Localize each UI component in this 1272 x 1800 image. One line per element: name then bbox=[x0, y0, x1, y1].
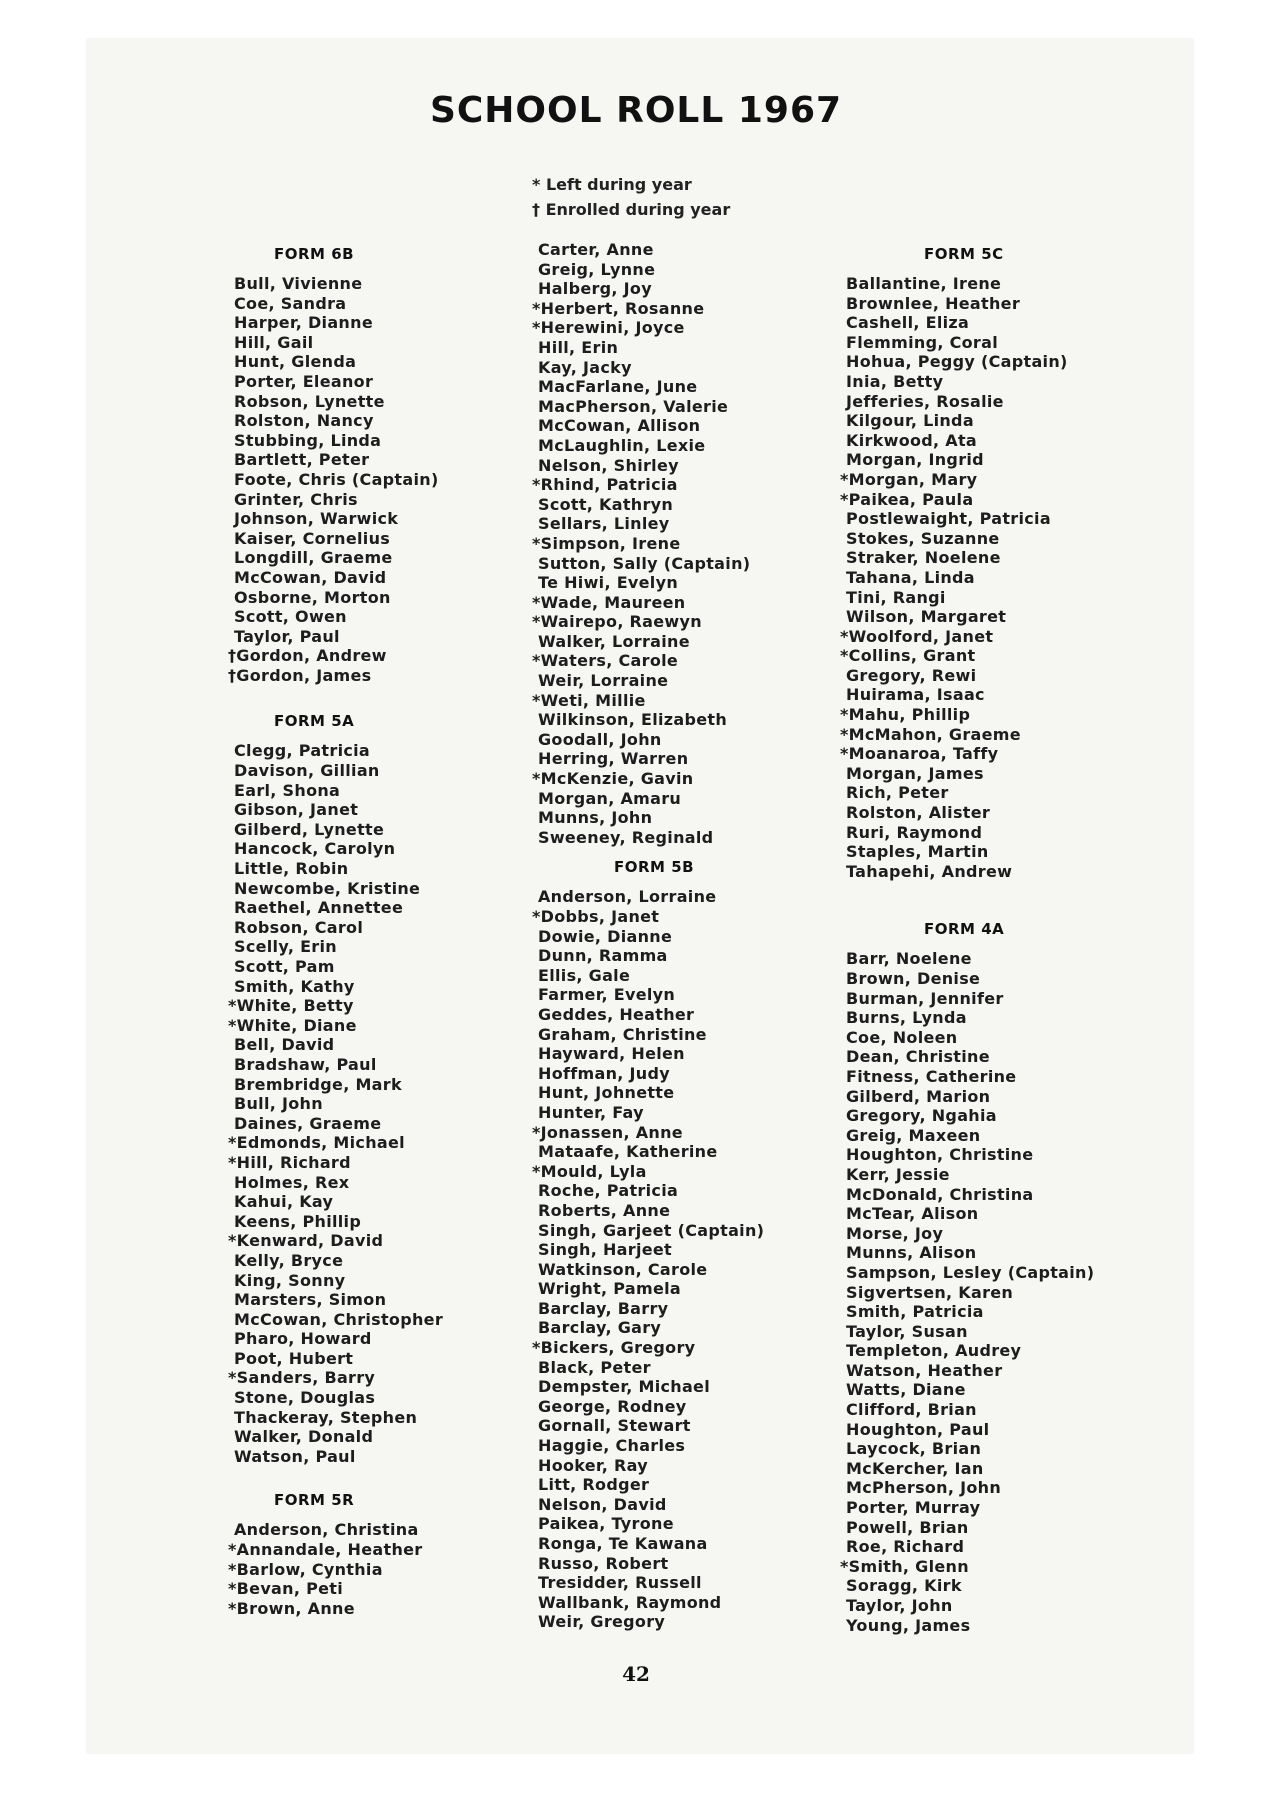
student-name: Mataafe, Katherine bbox=[538, 1142, 718, 1162]
student-name: *Edmonds, Michael bbox=[228, 1133, 405, 1153]
student-name: Hill, Gail bbox=[234, 332, 314, 352]
student-name: *Barlow, Cynthia bbox=[228, 1559, 383, 1579]
student-name: Barclay, Gary bbox=[538, 1318, 662, 1338]
student-name: Huirama, Isaac bbox=[846, 685, 985, 705]
student-name: Gibson, Janet bbox=[234, 800, 359, 820]
student-name: *Wairepo, Raewyn bbox=[532, 612, 702, 632]
student-name: Wilson, Margaret bbox=[846, 607, 1007, 627]
student-name: *Sanders, Barry bbox=[228, 1368, 376, 1388]
student-name: *Jonassen, Anne bbox=[532, 1122, 683, 1142]
student-name: Dunn, Ramma bbox=[538, 946, 668, 966]
student-name: Kilgour, Linda bbox=[846, 411, 974, 431]
student-name: Tahana, Linda bbox=[846, 567, 975, 587]
student-name: Brembridge, Mark bbox=[234, 1074, 402, 1094]
student-name: Dean, Christine bbox=[846, 1047, 990, 1067]
student-name: *Wade, Maureen bbox=[532, 592, 686, 612]
legend bbox=[532, 172, 730, 222]
student-name: Wallbank, Raymond bbox=[538, 1592, 722, 1612]
student-name: Walker, Lorraine bbox=[538, 631, 690, 651]
student-name: *McMahon, Graeme bbox=[840, 724, 1021, 744]
student-name: *Woolford, Janet bbox=[840, 626, 994, 646]
student-name: Roche, Patricia bbox=[538, 1181, 679, 1201]
form-section bbox=[532, 240, 764, 847]
student-name: McPherson, John bbox=[846, 1478, 1002, 1498]
student-name: Hooker, Ray bbox=[538, 1455, 648, 1475]
student-name: Rolston, Nancy bbox=[234, 411, 374, 431]
roll-column-3 bbox=[840, 240, 1095, 1635]
student-name: Roe, Richard bbox=[846, 1537, 965, 1557]
student-name: Farmer, Evelyn bbox=[538, 985, 676, 1005]
student-name: Ballantine, Irene bbox=[846, 274, 1002, 293]
student-name: *Morgan, Mary bbox=[840, 469, 978, 489]
student-name: George, Rodney bbox=[538, 1396, 687, 1416]
student-name: Geddes, Heather bbox=[538, 1004, 695, 1024]
student-name: Inia, Betty bbox=[846, 371, 944, 391]
student-name: Weir, Lorraine bbox=[538, 671, 669, 691]
student-name: Fitness, Catherine bbox=[846, 1066, 1017, 1086]
student-name: *Herewini, Joyce bbox=[532, 318, 685, 338]
student-name: Watkinson, Carole bbox=[538, 1259, 708, 1279]
student-name: King, Sonny bbox=[234, 1270, 346, 1290]
student-name: Houghton, Paul bbox=[846, 1419, 990, 1439]
student-name: Templeton, Audrey bbox=[846, 1341, 1022, 1361]
student-name: *McKenzie, Gavin bbox=[532, 769, 694, 789]
student-name: *Hill, Richard bbox=[228, 1152, 351, 1172]
student-name: Pharo, Howard bbox=[234, 1329, 372, 1349]
student-name: Grinter, Chris bbox=[234, 489, 358, 509]
student-name: Morgan, James bbox=[846, 763, 984, 783]
student-name: Roberts, Anne bbox=[538, 1200, 671, 1220]
student-name: McTear, Alison bbox=[846, 1204, 979, 1224]
student-name: McKercher, Ian bbox=[846, 1458, 984, 1478]
student-name: Anderson, Christina bbox=[234, 1520, 419, 1540]
student-name: Clegg, Patricia bbox=[234, 741, 371, 761]
student-name: Little, Robin bbox=[234, 859, 349, 879]
student-name: Tini, Rangi bbox=[846, 587, 946, 607]
student-name: Taylor, John bbox=[846, 1596, 953, 1615]
student-name: *Mould, Lyla bbox=[532, 1161, 647, 1181]
student-name: Cashell, Eliza bbox=[846, 313, 970, 333]
student-name: Porter, Murray bbox=[846, 1498, 981, 1518]
form-section bbox=[840, 915, 1095, 1635]
student-name: Rolston, Alister bbox=[846, 803, 991, 823]
student-name: Bull, John bbox=[234, 1094, 323, 1114]
student-name: Smith, Patricia bbox=[846, 1302, 984, 1322]
student-name: Nelson, Shirley bbox=[538, 455, 679, 475]
student-name: †Gordon, Andrew bbox=[228, 646, 387, 666]
student-name: Ruri, Raymond bbox=[846, 822, 983, 842]
student-name: Coe, Noleen bbox=[846, 1027, 958, 1047]
student-name: Scott, Owen bbox=[234, 607, 347, 627]
student-name: Barr, Noelene bbox=[846, 949, 972, 969]
student-name: *Kenward, David bbox=[228, 1231, 384, 1251]
student-name: Weir, Gregory bbox=[538, 1612, 666, 1632]
student-name: *Mahu, Phillip bbox=[840, 705, 971, 725]
student-name: Scott, Pam bbox=[234, 957, 335, 976]
student-name: Kaiser, Cornelius bbox=[234, 528, 391, 548]
form-heading: FORM 4A bbox=[924, 920, 1005, 939]
roll-column-1 bbox=[228, 240, 444, 1618]
student-name: *White, Betty bbox=[228, 996, 354, 1016]
student-name: †Gordon, James bbox=[228, 665, 372, 685]
student-name: Staples, Martin bbox=[846, 842, 989, 862]
student-name: Robson, Carol bbox=[234, 917, 364, 937]
student-name: Sellars, Linley bbox=[538, 514, 670, 534]
student-name: Johnson, Warwick bbox=[234, 509, 399, 529]
student-name: McCowan, Christopher bbox=[234, 1309, 444, 1329]
student-name: Tresidder, Russell bbox=[538, 1573, 702, 1593]
student-name: Watts, Diane bbox=[846, 1380, 966, 1400]
student-name: *Bickers, Gregory bbox=[532, 1338, 696, 1358]
student-name: MacFarlane, June bbox=[538, 377, 698, 397]
student-name: Flemming, Coral bbox=[846, 332, 998, 352]
student-name: Sampson, Lesley (Captain) bbox=[846, 1262, 1095, 1282]
student-name: Morgan, Ingrid bbox=[846, 450, 984, 470]
student-name: Dowie, Dianne bbox=[538, 926, 673, 946]
student-name: Bell, David bbox=[234, 1035, 335, 1055]
student-name: *Weti, Millie bbox=[532, 690, 646, 710]
student-name: Gilberd, Lynette bbox=[234, 819, 385, 839]
student-name: Haggie, Charles bbox=[538, 1436, 686, 1456]
student-name: Morgan, Amaru bbox=[538, 788, 682, 808]
student-name: Greig, Maxeen bbox=[846, 1125, 981, 1145]
student-name: *Bevan, Peti bbox=[228, 1579, 343, 1599]
student-name: Smith, Kathy bbox=[234, 976, 355, 996]
student-name: Hancock, Carolyn bbox=[234, 839, 396, 859]
student-name: Kelly, Bryce bbox=[234, 1250, 344, 1270]
student-name: Earl, Shona bbox=[234, 780, 341, 800]
student-name: Holmes, Rex bbox=[234, 1172, 350, 1192]
form-heading: FORM 6B bbox=[274, 245, 355, 263]
student-name: Watson, Heather bbox=[846, 1360, 1003, 1380]
student-name: Gornall, Stewart bbox=[538, 1416, 691, 1436]
student-name: Anderson, Lorraine bbox=[538, 887, 717, 907]
form-heading: FORM 5A bbox=[274, 712, 355, 731]
student-name: Sigvertsen, Karen bbox=[846, 1282, 1014, 1302]
student-name: Sutton, Sally (Captain) bbox=[538, 553, 751, 573]
student-name: Hunt, Johnette bbox=[538, 1083, 675, 1103]
student-name: Young, James bbox=[846, 1615, 971, 1635]
student-name: *Paikea, Paula bbox=[840, 489, 974, 509]
student-name: *Herbert, Rosanne bbox=[532, 298, 705, 318]
student-name: Postlewaight, Patricia bbox=[846, 509, 1051, 529]
student-name: Poot, Hubert bbox=[234, 1348, 354, 1368]
student-name: Jefferies, Rosalie bbox=[846, 391, 1004, 411]
form-section bbox=[228, 707, 444, 1466]
student-name: Marsters, Simon bbox=[234, 1290, 387, 1310]
student-name: Nelson, David bbox=[538, 1494, 667, 1514]
student-name: McCowan, Allison bbox=[538, 416, 701, 436]
student-name: Hohua, Peggy (Captain) bbox=[846, 352, 1068, 372]
student-name: Wright, Pamela bbox=[538, 1279, 681, 1299]
student-name: Hunter, Fay bbox=[538, 1102, 644, 1122]
student-name: Stone, Douglas bbox=[234, 1388, 376, 1408]
student-name: Stubbing, Linda bbox=[234, 430, 382, 450]
student-name: Goodall, John bbox=[538, 729, 662, 749]
student-name: Kirkwood, Ata bbox=[846, 430, 978, 450]
student-name: Porter, Eleanor bbox=[234, 371, 374, 391]
student-name: Straker, Noelene bbox=[846, 548, 1001, 568]
student-name: *Moanaroa, Taffy bbox=[840, 744, 999, 764]
student-name: Greig, Lynne bbox=[538, 259, 656, 279]
student-name: Wilkinson, Elizabeth bbox=[538, 710, 728, 730]
student-name: Litt, Rodger bbox=[538, 1475, 650, 1495]
student-name: Laycock, Brian bbox=[846, 1439, 982, 1459]
student-name: McDonald, Christina bbox=[846, 1184, 1034, 1204]
student-name: Watson, Paul bbox=[234, 1446, 356, 1466]
student-name: Kay, Jacky bbox=[538, 357, 632, 377]
roll-column-2 bbox=[532, 240, 765, 1632]
legend-left-note: * Left during year bbox=[532, 175, 692, 194]
student-name: Kerr, Jessie bbox=[846, 1164, 950, 1184]
student-name: Stokes, Suzanne bbox=[846, 528, 1000, 548]
student-name: Houghton, Christine bbox=[846, 1145, 1034, 1165]
student-name: Bradshaw, Paul bbox=[234, 1054, 377, 1074]
student-name: *Rhind, Patricia bbox=[532, 475, 678, 495]
form-heading: FORM 5B bbox=[614, 858, 695, 877]
student-name: Munns, John bbox=[538, 808, 653, 828]
student-name: Brown, Denise bbox=[846, 969, 981, 988]
student-name: *Annandale, Heather bbox=[228, 1540, 423, 1560]
student-name: Russo, Robert bbox=[538, 1553, 669, 1573]
student-name: Scelly, Erin bbox=[234, 937, 337, 957]
student-name: Singh, Garjeet (Captain) bbox=[538, 1220, 765, 1240]
page-title: SCHOOL ROLL 1967 bbox=[429, 90, 843, 131]
student-name: Kahui, Kay bbox=[234, 1192, 334, 1212]
student-name: Bull, Vivienne bbox=[234, 274, 363, 293]
student-name: Black, Peter bbox=[538, 1357, 651, 1377]
student-name: Rich, Peter bbox=[846, 783, 949, 803]
student-name: Munns, Alison bbox=[846, 1243, 977, 1263]
student-name: Bartlett, Peter bbox=[234, 450, 370, 470]
student-name: Hayward, Helen bbox=[538, 1044, 685, 1064]
student-name: McCowan, David bbox=[234, 567, 387, 587]
form-heading: FORM 5R bbox=[274, 1491, 355, 1510]
student-name: Powell, Brian bbox=[846, 1517, 969, 1537]
student-name: Herring, Warren bbox=[538, 749, 689, 769]
form-section bbox=[228, 1486, 443, 1618]
student-name: Dempster, Michael bbox=[538, 1377, 710, 1397]
student-name: Graham, Christine bbox=[538, 1024, 707, 1044]
student-name: *Waters, Carole bbox=[532, 651, 679, 671]
form-section bbox=[228, 240, 443, 685]
form-section bbox=[840, 240, 1094, 881]
student-name: Osborne, Morton bbox=[234, 587, 391, 607]
student-name: Carter, Anne bbox=[538, 240, 654, 259]
legend-enrolled-note: † Enrolled during year bbox=[532, 200, 731, 219]
student-name: Barclay, Barry bbox=[538, 1298, 669, 1318]
student-name: Gilberd, Marion bbox=[846, 1086, 991, 1106]
student-name: Brownlee, Heather bbox=[846, 293, 1021, 313]
student-name: Coe, Sandra bbox=[234, 293, 347, 313]
student-name: Te Hiwi, Evelyn bbox=[538, 573, 679, 593]
student-name: Longdill, Graeme bbox=[234, 548, 393, 568]
student-name: *Smith, Glenn bbox=[840, 1556, 969, 1576]
student-name: Gregory, Rewi bbox=[846, 665, 977, 685]
student-name: Ellis, Gale bbox=[538, 965, 631, 985]
student-name: Harper, Dianne bbox=[234, 313, 373, 333]
student-name: Singh, Harjeet bbox=[538, 1240, 673, 1260]
student-name: Paikea, Tyrone bbox=[538, 1514, 674, 1534]
student-name: Thackeray, Stephen bbox=[234, 1407, 418, 1427]
student-name: Morse, Joy bbox=[846, 1223, 944, 1243]
student-name: Robson, Lynette bbox=[234, 391, 385, 411]
student-name: Keens, Phillip bbox=[234, 1211, 362, 1231]
student-name: MacPherson, Valerie bbox=[538, 396, 729, 416]
student-name: Hill, Erin bbox=[538, 337, 619, 357]
student-name: Davison, Gillian bbox=[234, 761, 380, 781]
student-name: Ronga, Te Kawana bbox=[538, 1534, 708, 1553]
student-name: Burns, Lynda bbox=[846, 1008, 967, 1028]
student-name: Sweeney, Reginald bbox=[538, 827, 714, 847]
student-name: *Simpson, Irene bbox=[532, 533, 681, 553]
page-number: 42 bbox=[622, 1662, 650, 1686]
student-name: Newcombe, Kristine bbox=[234, 878, 421, 898]
student-name: *White, Diane bbox=[228, 1015, 357, 1035]
student-name: Hunt, Glenda bbox=[234, 352, 357, 372]
student-name: Gregory, Ngahia bbox=[846, 1106, 997, 1126]
form-section bbox=[532, 853, 765, 1632]
student-name: Tahapehi, Andrew bbox=[846, 861, 1013, 881]
student-name: *Collins, Grant bbox=[840, 646, 976, 666]
student-name: Daines, Graeme bbox=[234, 1113, 382, 1133]
student-name: Foote, Chris (Captain) bbox=[234, 469, 439, 489]
student-name: Halberg, Joy bbox=[538, 279, 652, 299]
form-heading: FORM 5C bbox=[924, 245, 1004, 263]
student-name: Burman, Jennifer bbox=[846, 988, 1004, 1008]
student-name: McLaughlin, Lexie bbox=[538, 435, 706, 455]
student-name: Taylor, Paul bbox=[234, 626, 340, 646]
student-name: Clifford, Brian bbox=[846, 1400, 977, 1420]
student-name: Walker, Donald bbox=[234, 1427, 374, 1447]
student-name: Raethel, Annettee bbox=[234, 898, 404, 918]
student-name: Taylor, Susan bbox=[846, 1321, 968, 1341]
student-name: Soragg, Kirk bbox=[846, 1576, 962, 1596]
student-name: *Brown, Anne bbox=[228, 1598, 355, 1618]
student-name: Scott, Kathryn bbox=[538, 494, 674, 514]
student-name: *Dobbs, Janet bbox=[532, 907, 660, 926]
student-name: Hoffman, Judy bbox=[538, 1063, 670, 1083]
